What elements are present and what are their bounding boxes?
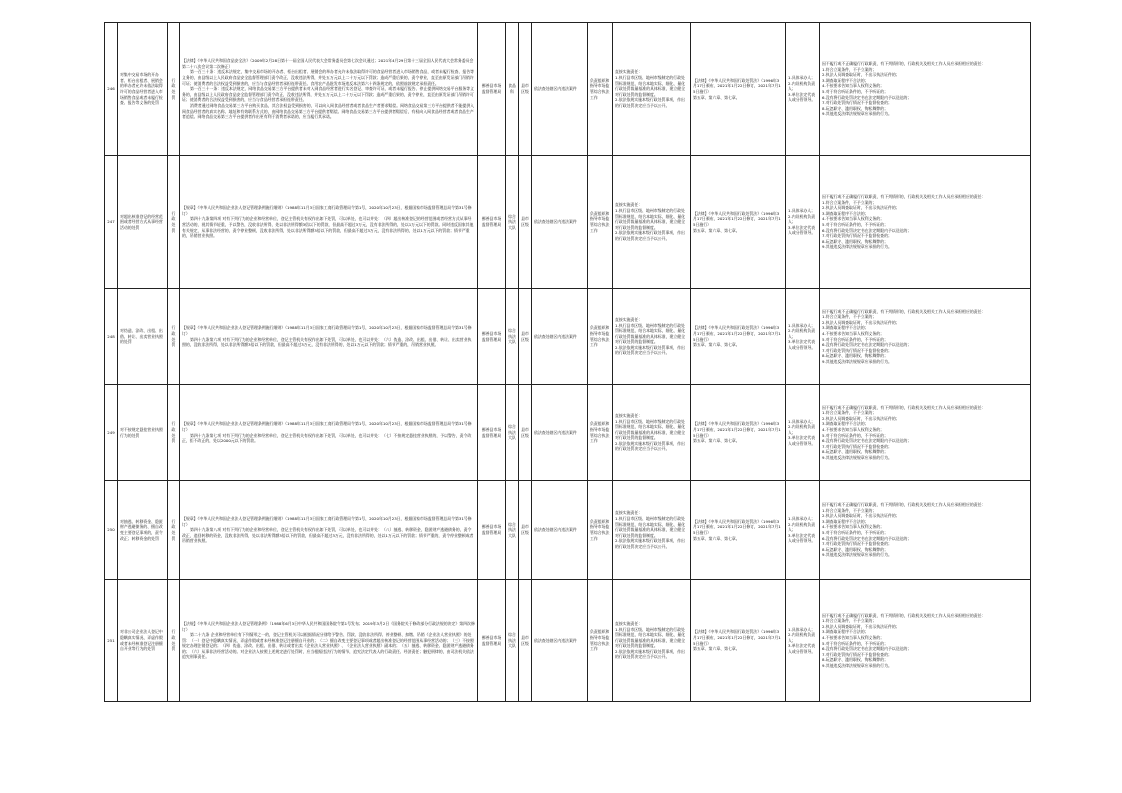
accountability-cases-line: 5.对于符合听证条件的，不予听证的； xyxy=(822,336,888,342)
accountability-law-line: 【法律】《中华人民共和国行政处罚法》（1996年3月17日颁布，2021年1月22日修订，2021年7月15日施行） xyxy=(693,518,781,535)
responsibility-summary: 负责组织和指导市场监管综合执法工作 xyxy=(588,481,613,580)
accountability-law xyxy=(691,289,786,385)
responsibility-summary: 负责组织和指导市场监管综合执法工作 xyxy=(588,385,613,481)
accountability-cases-line: 7.对行政处罚执行情况不予监督检查的； xyxy=(822,443,892,449)
accountability-cases-line: 4.不按要求告知当事人权利义务的； xyxy=(822,524,885,530)
exercise-level: 县市区级 xyxy=(519,385,532,481)
accountability-law-line: 【法律】《中华人民共和国行政处罚法》（1996年3月17日颁布，2021年1月22日修订，2021年7月15日施行） xyxy=(693,421,781,438)
accountability-cases-line: 1.符合立案条件，不予立案的； xyxy=(822,66,877,72)
accountability-cases xyxy=(820,481,1031,580)
accountability-cases-line: 1.符合立案条件，不予立案的； xyxy=(822,410,877,416)
accountability-cases xyxy=(820,23,1031,156)
power-list-table xyxy=(104,22,1031,702)
duty-items-line: 1.执行县市区级、地州市级制定的行政处罚标准规范，结合本地实际，细化、量化行政处罚裁量基准的具体标准，建立健全对行政处罚的监督制度。 xyxy=(615,208,686,230)
accountability-cases-line: 3.调查取证程序不合法的； xyxy=(822,210,869,216)
responsibility-summary: 负责组织和指导市场监管综合执法工作 xyxy=(588,289,613,385)
accountability-cases-line: 3.调查取证程序不合法的； xyxy=(822,518,869,524)
responsible-persons-line: 3.单位法定代表人或分管领导。 xyxy=(788,224,816,236)
accountability-cases-line: 8.玩忽职守、滥用职权、徇私舞弊的； xyxy=(822,449,888,455)
legal-basis-line: 【规章】《中华人民共和国企业法人登记管理条例施行细则》（1988年11月3日国家工商行政管理局令第1号，2020年10月23日，根据国家市场监督管理总局令第31号修订） xyxy=(182,516,472,527)
accountability-cases-line: 4.不按要求告知当事人权利义务的； xyxy=(822,83,885,89)
accountability-law-line: 第五章、第六章、第七章。 xyxy=(693,646,740,652)
accountability-cases-line: 7.对行政处罚执行情况不予监督检查的； xyxy=(822,233,892,239)
responsible-persons xyxy=(786,289,820,385)
accountability-cases-line: 2.执法人员调查取证时，不出示执法证件的； xyxy=(822,205,900,211)
legal-basis-line: 第一百三十条：违反本法规定，集中交易市场的开办者、柜台出租者、展销会的举办者允许未依法取得许可的食品经营者进入市场销售食品，或者未履行检查、报告等义务的，由县级以上人民政府食品安全监督管理部门责令改正，没收违法所得，并处五万元以上二十万元以下罚款；造成严重后果的，责令停业，直至由原发证部门吊销许可证；使消费者的合法权益受到损害的，应当与食品经营者承担连带责任。食用农产品批发市场违反本法第六十四条规定的，依照前款规定承担责任。 xyxy=(182,69,475,86)
accountability-cases-line: 3.调查取证程序不合法的； xyxy=(822,421,869,427)
implementing-body: 鄯善县市场监督管理局 xyxy=(478,481,506,580)
legal-basis-line: 消费者通过网络食品交易第三方平台购买食品，其合法权益受到损害的，可以向入网食品经营者或者食品生产者要求赔偿。网络食品交易第三方平台提供者不能提供入网食品经营者的真实名称、地址和有效联系方式的，由网络食品交易第三方平台提供者赔偿。网络食品交易第三方平台提供者赔偿后，有权向入网食品经营者或者食品生产者追偿。网络食品交易第三方平台提供者作出更有利于消费者承诺的，应当履行其承诺。 xyxy=(182,102,475,120)
accountability-cases-line: 6.没有将行政处罚决定书在法定期限内予以送达的； xyxy=(822,646,912,652)
table-row xyxy=(105,580,1031,702)
implementing-body: 鄯善县市场监督管理局 xyxy=(478,580,506,702)
duty-items-line: 直接实施责任： xyxy=(615,510,643,516)
accountability-cases-line: 2.执法人员调查取证时，不出示执法证件的； xyxy=(822,415,900,421)
responsibility-summary: 负责组织和指导市场监管综合执法工作 xyxy=(588,580,613,702)
accountability-cases-line: 1.符合立案条件，不予立案的； xyxy=(822,314,877,320)
duty-items xyxy=(613,156,691,289)
item-type: 行政处罚 xyxy=(168,580,180,702)
duty-items-line: 1.执行县市区级、地州市级制定的行政处罚标准规范，结合本地实际，细化、量化行政处罚裁量基准的具体标准，建立健全对行政处罚的监督制度。 xyxy=(615,626,686,649)
responsible-persons-line: 1.具体承办人； xyxy=(788,418,816,424)
exercise-level: 县市区级 xyxy=(519,580,532,702)
item-type: 行政处罚 xyxy=(168,23,180,156)
duty-items-line: 1.执行县市区级、地州市级制定的行政处罚标准规范，结合本地实际，细化、量化行政处罚裁量基准的具体标准，建立健全对行政处罚的监督制度。 xyxy=(615,75,686,97)
legal-basis-line: 第二十九条 企业和经营单位有下列情形之一的，登记主管机关可以根据情况分别给予警告、罚款、没收非法所得、停业整顿、扣缴、吊销《企业法人营业执照》的处罚：（一）登记中隐瞒真实情况、弄虚作假或者未经核准登记注册擅自开业的；（二）擅自改变主要登记事项或者超出核准登记的经营范围从事经营活动的；（三）不按照规定办理注销登记的；（四）伪造、涂改、出租、出借、转让或者出卖《企业法人营业执照》、《企业法人营业执照》副本的；（五）抽逃、转移资金、隐匿财产逃避债务的；（六）从事非法经营活动的。对企业法人按照上述规定进行处罚时，应当根据违法行为的情节，追究法定代表人的行政责任、经济责任；触犯刑律的，由司法机关依法追究刑事责任。 xyxy=(182,632,474,660)
legal-basis xyxy=(180,156,478,289)
accountability-cases-line: 因不履行或不正确履行行政职责，有下列情形的，行政机关及相关工作人员应承担相应的责任： xyxy=(822,612,986,618)
accountability-cases-line: 9.其他违反法律法规规章应承担的行为。 xyxy=(822,358,892,364)
accountability-cases-line: 1.符合立案条件，不予立案的； xyxy=(822,199,877,205)
duty-items xyxy=(613,385,691,481)
accountability-cases-line: 6.没有将行政处罚决定书在法定期限内予以送达的； xyxy=(822,94,912,100)
responsible-persons-line: 2.内设机构负责人； xyxy=(788,632,816,643)
duty-items-line: 2.依法依规实施本级行政处罚事项，作出的行政处罚决定应当予以公开。 xyxy=(615,344,685,356)
exercise-level: 县市区级 xyxy=(519,156,532,289)
accountability-cases-line: 7.对行政处罚执行情况不予监督检查的； xyxy=(822,651,892,657)
responsible-unit: 综合执法大队 xyxy=(506,580,519,702)
accountability-cases xyxy=(820,289,1031,385)
responsible-persons-line: 1.具体承办人； xyxy=(788,75,816,81)
responsible-persons xyxy=(786,385,820,481)
accountability-cases-line: 3.调查取证程序不合法的； xyxy=(822,77,869,83)
duty-items-line: 直接实施责任： xyxy=(615,316,643,322)
accountability-law-line: 第五章、第六章、第七章。 xyxy=(693,535,740,541)
accountability-law xyxy=(691,156,786,289)
item-name: 对超出核准登记的经营范围或者经营方式从事经营活动的处罚 xyxy=(118,156,168,289)
item-type: 行政处罚 xyxy=(168,289,180,385)
accountability-law xyxy=(691,580,786,702)
item-name: 对集中交易市场的开办者、柜台出租者、展销会的举办者允许未依法取得许可的食品经营者进入市场销售食品或者未履行检查、报告等义务的处罚 xyxy=(118,23,168,156)
duty-items-line: 2.依法依规实施本级行政处罚事项，作出的行政处罚决定应当予以公开。 xyxy=(615,230,685,241)
accountability-law-line: 【法律】《中华人民共和国行政处罚法》（1996年3月17日颁布，2021年1月22日修订，2021年7月15日施行） xyxy=(693,77,781,94)
accountability-law xyxy=(691,385,786,481)
accountability-cases-line: 1.符合立案条件，不予立案的； xyxy=(822,507,877,513)
duty-items-line: 2.依法依规实施本级行政处罚事项，作出的行政处罚决定应当予以公开。 xyxy=(615,648,685,660)
accountability-cases-line: 3.调查取证程序不合法的； xyxy=(822,629,869,635)
accountability-cases-line: 9.其他违反法律法规规章应承担的行为。 xyxy=(822,244,892,250)
duty-items xyxy=(613,481,691,580)
table-row xyxy=(105,481,1031,580)
responsible-persons-line: 2.内设机构负责人； xyxy=(788,521,816,533)
accountability-cases-line: 因不履行或不正确履行行政职责，有下列情形的，行政机关及相关工作人员应承担相应的责任： xyxy=(822,61,986,67)
accountability-law xyxy=(691,23,786,156)
responsible-persons-line: 2.内设机构负责人； xyxy=(788,213,816,225)
duty-items-line: 2.依法依规实施本级行政处罚事项，作出的行政处罚决定应当予以公开。 xyxy=(615,440,685,452)
row-number: 249 xyxy=(105,385,118,481)
accountability-cases-line: 6.没有将行政处罚决定书在法定期限内予以送达的； xyxy=(822,438,912,444)
exercise-level: 县市区级 xyxy=(519,289,532,385)
accountability-cases-line: 因不履行或不正确履行行政职责，有下列情形的，行政机关及相关工作人员应承担相应的责任： xyxy=(822,194,986,200)
responsible-persons-line: 1.具体承办人； xyxy=(788,626,816,632)
accountability-cases xyxy=(820,580,1031,702)
accountability-cases-line: 4.不按要求告知当事人权利义务的； xyxy=(822,330,885,336)
accountability-cases-line: 8.玩忽职守、滥用职权、徇私舞弊的； xyxy=(822,353,888,359)
duty-items-line: 直接实施责任： xyxy=(615,69,643,75)
implementing-body: 鄯善县市场监督管理局 xyxy=(478,156,506,289)
item-name: 对非公司企业法人登记中隐瞒真实情况、弄虚作假或者未经核准登记注册擅自开业等行为的处罚 xyxy=(118,580,168,702)
legal-basis xyxy=(180,289,478,385)
duty-items-line: 1.执行县市区级、地州市级制定的行政处罚标准规范，结合本地实际，细化、量化行政处罚裁量基准的具体标准，建立健全对行政处罚的监督制度。 xyxy=(615,516,686,538)
responsible-persons-line: 3.单位法定代表人或分管领导。 xyxy=(788,643,816,654)
duty-items-line: 1.执行县市区级、地州市级制定的行政处罚标准规范，结合本地实际，细化、量化行政处罚裁量基准的具体标准，建立健全对行政处罚的监督制度。 xyxy=(615,418,686,441)
duty-items-line: 直接实施责任： xyxy=(615,620,643,626)
responsible-persons-line: 2.内设机构负责人； xyxy=(788,80,816,92)
accountability-cases-line: 8.玩忽职守、滥用职权、徇私舞弊的； xyxy=(822,546,888,552)
accountability-cases-line: 6.没有将行政处罚决定书在法定期限内予以送达的； xyxy=(822,535,912,541)
accountability-cases-line: 4.不按要求告知当事人权利义务的； xyxy=(822,216,885,222)
responsible-unit: 综合执法大队 xyxy=(506,289,519,385)
accountability-cases-line: 8.玩忽职守、滥用职权、徇私舞弊的； xyxy=(822,105,888,111)
legal-basis xyxy=(180,385,478,481)
accountability-law-line: 【法律】《中华人民共和国行政处罚法》（1996年3月17日颁布，2021年1月22日修订，2021年7月15日施行） xyxy=(693,629,781,646)
table-row xyxy=(105,23,1031,156)
legal-basis-line: 【法规】《中华人民共和国企业法人登记管理条例》（1988年6月3日中华人民共和国国务院令第1号发布；2019年3月2日《国务院关于修改部分行政法规的决定》第四次修订） xyxy=(182,620,475,632)
responsible-persons-line: 1.具体承办人； xyxy=(788,516,816,522)
responsible-unit: 综合执法大队 xyxy=(506,481,519,580)
responsible-persons-line: 3.单位法定代表人或分管领导。 xyxy=(788,435,816,446)
accountability-cases-line: 9.其他违反法律法规规章应承担的行为。 xyxy=(822,662,892,668)
item-type: 行政处罚 xyxy=(168,481,180,580)
responsible-persons-line: 1.具体承办人； xyxy=(788,208,816,214)
duty-items-line: 1.执行县市区级、地州市级制定的行政处罚标准规范，结合本地实际，细化、量化行政处罚裁量基准的具体标准，建立健全对行政处罚的监督制度。 xyxy=(615,322,686,345)
accountability-law-line: 第五章、第六章、第七章。 xyxy=(693,438,740,444)
accountability-law-line: 【法律】《中华人民共和国行政处罚法》（1996年3月17日颁布，2021年1月22日修订，2021年7月15日施行） xyxy=(693,210,781,227)
accountability-cases-line: 8.玩忽职守、滥用职权、徇私舞弊的； xyxy=(822,238,888,244)
accountability-law-line: 第五章、第六章、第七章。 xyxy=(693,227,740,233)
legal-basis-line: 【规章】《中华人民共和国企业法人登记管理条例施行细则》（1988年11月3日国家工商行政管理局令第1号，2020年10月23日，根据国家市场监督管理总局令第31号修订） xyxy=(182,325,472,336)
accountability-cases xyxy=(820,156,1031,289)
related-matter: 依法查处辖区内违法案件 xyxy=(532,580,588,702)
accountability-cases-line: 5.对于符合听证条件的，不予听证的； xyxy=(822,222,888,227)
accountability-cases-line: 因不履行或不正确履行行政职责，有下列情形的，行政机关及相关工作人员应承担相应的责任： xyxy=(822,404,986,410)
responsible-persons-line: 3.单位法定代表人或分管领导。 xyxy=(788,532,816,544)
accountability-law-line: 第五章、第六章、第七章。 xyxy=(693,94,740,100)
responsible-unit: 综合执法大队 xyxy=(506,385,519,481)
responsible-persons-line: 2.内设机构负责人； xyxy=(788,328,816,339)
accountability-cases xyxy=(820,385,1031,481)
legal-basis xyxy=(180,580,478,702)
accountability-cases-line: 4.不按要求告知当事人权利义务的； xyxy=(822,634,885,640)
exercise-level: 县市区级 xyxy=(519,23,532,156)
responsible-unit: 综合执法大队 xyxy=(506,156,519,289)
accountability-cases-line: 7.对行政处罚执行情况不予监督检查的； xyxy=(822,541,892,547)
legal-basis-line: 第四十九条第六项 对有下列行为的企业和经营单位，登记主管机关有权作出如下处罚，可以单处，也可以并处：（六）伪造、涂改、出租、出借、转让、出卖营业执照的，没收非法所得，处以非法所得额3倍以下的罚款，但最高不超过3万元，没有非法所得的，处以1万元以下的罚款；情节严重的，吊销营业执照。 xyxy=(182,336,472,348)
responsible-persons-line: 3.单位法定代表人或分管领导。 xyxy=(788,339,816,350)
row-number: 247 xyxy=(105,156,118,289)
responsible-persons xyxy=(786,580,820,702)
accountability-cases-line: 4.不按要求告知当事人权利义务的； xyxy=(822,426,885,432)
duty-items xyxy=(613,289,691,385)
related-matter: 依法查处辖区内违法案件 xyxy=(532,481,588,580)
related-matter: 依法查处辖区内违法案件 xyxy=(532,289,588,385)
implementing-body: 鄯善县市场监督管理局 xyxy=(478,289,506,385)
accountability-cases-line: 9.其他违反法律法规规章应承担的行为。 xyxy=(822,454,892,460)
row-number: 251 xyxy=(105,580,118,702)
accountability-cases-line: 因不履行或不正确履行行政职责，有下列情形的，行政机关及相关工作人员应承担相应的责任： xyxy=(822,502,986,508)
item-name: 对不按规定悬挂营业执照行为的处罚 xyxy=(118,385,168,481)
accountability-cases-line: 8.玩忽职守、滥用职权、徇私舞弊的； xyxy=(822,657,888,663)
duty-items xyxy=(613,580,691,702)
item-type: 行政处罚 xyxy=(168,156,180,289)
accountability-cases-line: 2.执法人员调查取证时，不出示执法证件的； xyxy=(822,513,900,519)
legal-basis-line: 第四十九条第八项 对有下列行为的企业和经营单位，登记主管机关有权作出如下处罚，可以单处，也可以并处：（八）抽逃、转移资金，隐匿财产逃避债务的，责令改正，追回转移的资金，没收非法所得，处以非法所得额3倍以下的罚款，但最高不超过3万元，没有非法所得的，处以1万元以下的罚款；情节严重的，责令停业整顿或者吊销营业执照。 xyxy=(182,527,474,544)
responsible-persons xyxy=(786,156,820,289)
duty-items-line: 直接实施责任： xyxy=(615,412,643,418)
accountability-cases-line: 9.其他违反法律法规规章应承担的行为。 xyxy=(822,111,892,117)
responsible-unit: 食品科 xyxy=(506,23,519,156)
legal-basis-line: 第四十九条第七项 对有下列行为的企业和经营单位，登记主管机关有权作出如下处罚，可以单处，也可以并处：（七）不按规定悬挂营业执照的，予以警告，责令改正，拒不改正的，处以2000元以下的罚款。 xyxy=(182,432,472,444)
exercise-level: 县市区级 xyxy=(519,481,532,580)
related-matter: 依法查处辖区内违法案件 xyxy=(532,156,588,289)
responsible-persons-line: 1.具体承办人； xyxy=(788,322,816,328)
accountability-cases-line: 9.其他违反法律法规规章应承担的行为。 xyxy=(822,552,892,558)
implementing-body: 鄯善县市场监督管理局 xyxy=(478,385,506,481)
accountability-cases-line: 因不履行或不正确履行行政职责，有下列情形的，行政机关及相关工作人员应承担相应的责任： xyxy=(822,308,986,314)
legal-basis xyxy=(180,23,478,156)
accountability-law-line: 第五章、第六章、第七章。 xyxy=(693,342,740,348)
table-row xyxy=(105,289,1031,385)
accountability-cases-line: 7.对行政处罚执行情况不予监督检查的； xyxy=(822,347,892,353)
duty-items-line: 直接实施责任： xyxy=(615,202,643,208)
responsible-persons-line: 2.内设机构负责人； xyxy=(788,424,816,435)
related-matter: 依法查处辖区内违法案件 xyxy=(532,23,588,156)
row-number: 250 xyxy=(105,481,118,580)
implementing-body: 鄯善县市场监督管理局 xyxy=(478,23,506,156)
item-type: 行政处罚 xyxy=(168,385,180,481)
duty-items-line: 2.依法依规实施本级行政处罚事项，作出的行政处罚决定应当予以公开。 xyxy=(615,538,685,549)
accountability-cases-line: 5.对于符合听证条件的，不予听证的； xyxy=(822,89,888,94)
legal-basis xyxy=(180,481,478,580)
accountability-cases-line: 5.对于符合听证条件的，不予听证的； xyxy=(822,432,888,438)
item-name: 对抽逃、转移资金、隐匿财产逃避债务的、擅自改变主要登记事项的，责令改正；转移资金的处罚 xyxy=(118,481,168,580)
accountability-cases-line: 7.对行政处罚执行情况不予监督检查的； xyxy=(822,100,892,106)
accountability-cases-line: 1.符合立案条件，不予立案的； xyxy=(822,618,877,624)
accountability-law-line: 【法律】《中华人民共和国行政处罚法》（1996年3月17日颁布，2021年1月22日修订，2021年7月15日施行） xyxy=(693,325,781,342)
responsible-persons xyxy=(786,23,820,156)
related-matter: 依法查处辖区内违法案件 xyxy=(532,385,588,481)
legal-basis-line: 【法律】《中华人民共和国食品安全法》（2009年2月28日第十一届全国人民代表大会常务委员会第七次会议通过；2021年4月29日第十三届全国人民代表大会常务委员会第二十八次会议第二次修正） xyxy=(182,58,474,69)
accountability-cases-line: 2.执法人员调查取证时，不出示执法证件的； xyxy=(822,319,900,325)
row-number: 248 xyxy=(105,289,118,385)
duty-items-line: 2.依法依规实施本级行政处罚事项，作出的行政处罚决定应当予以公开。 xyxy=(615,97,685,108)
accountability-cases-line: 5.对于符合听证条件的，不予听证的； xyxy=(822,640,888,646)
table-row xyxy=(105,156,1031,289)
responsibility-summary: 负责组织和指导市场监管综合执法工作 xyxy=(588,23,613,156)
legal-basis-line: 【规章】《中华人民共和国企业法人登记管理条例施行细则》（1988年11月3日国家工商行政管理局令第1号，2020年10月23日，根据国家市场监督管理总局令第31号修订） xyxy=(182,205,472,216)
row-number: 246 xyxy=(105,23,118,156)
legal-basis-line: 第一百三十一条：违反本法规定，网络食品交易第三方平台提供者未对入网食品经营者进行实名登记、审查许可证，或者未履行报告、停止提供网络交易平台服务等义务的，由县级以上人民政府食品安全监督管理部门责令改正，没收违法所得，并处五万元以上二十万元以下罚款；造成严重后果的，责令停业，直至由原发证部门吊销许可证；使消费者的合法权益受到损害的，应当与食品经营者承担连带责任。 xyxy=(182,86,475,103)
accountability-cases-line: 5.对于符合听证条件的，不予听证的； xyxy=(822,530,888,535)
item-name: 对伪造、涂改、出租、出借、转让、出卖营业执照的处罚 xyxy=(118,289,168,385)
responsible-persons xyxy=(786,481,820,580)
legal-basis-line: 第四十九条第四项 对有下列行为的企业和经营单位，登记主管机关有权作出如下处罚，可以单处，也可以并处：（四）超出核准登记的经营范围或者经营方式从事经营活动的，视其情节轻重，予以警告，没收非法所得，处以非法所得额3倍以下的罚款，但最高不超过3万元，没有非法所得的，处以1万元以下的罚款。同时违反国家其他有关规定，从事非法经营的，责令停业整顿，没收非法所得，处以非法所得额3倍以下的罚款，但最高不超过3万元，没有非法所得的，处以1万元以下的罚款；情节严重的，吊销营业执照。 xyxy=(182,216,474,239)
duty-items xyxy=(613,23,691,156)
responsible-persons-line: 3.单位法定代表人或分管领导。 xyxy=(788,91,816,103)
accountability-law xyxy=(691,481,786,580)
table-row xyxy=(105,385,1031,481)
accountability-cases-line: 3.调查取证程序不合法的； xyxy=(822,325,869,331)
responsibility-summary: 负责组织和指导市场监管综合执法工作 xyxy=(588,156,613,289)
legal-basis-line: 【规章】《中华人民共和国企业法人登记管理条例施行细则》（1988年11月3日国家工商行政管理局令第1号，2020年10月23日，根据国家市场监督管理总局令第31号修订） xyxy=(182,421,472,432)
accountability-cases-line: 6.没有将行政处罚决定书在法定期限内予以送达的； xyxy=(822,227,912,233)
accountability-cases-line: 2.执法人员调查取证时，不出示执法证件的； xyxy=(822,72,900,78)
accountability-cases-line: 2.执法人员调查取证时，不出示执法证件的； xyxy=(822,623,900,629)
accountability-cases-line: 6.没有将行政处罚决定书在法定期限内予以送达的； xyxy=(822,342,912,348)
